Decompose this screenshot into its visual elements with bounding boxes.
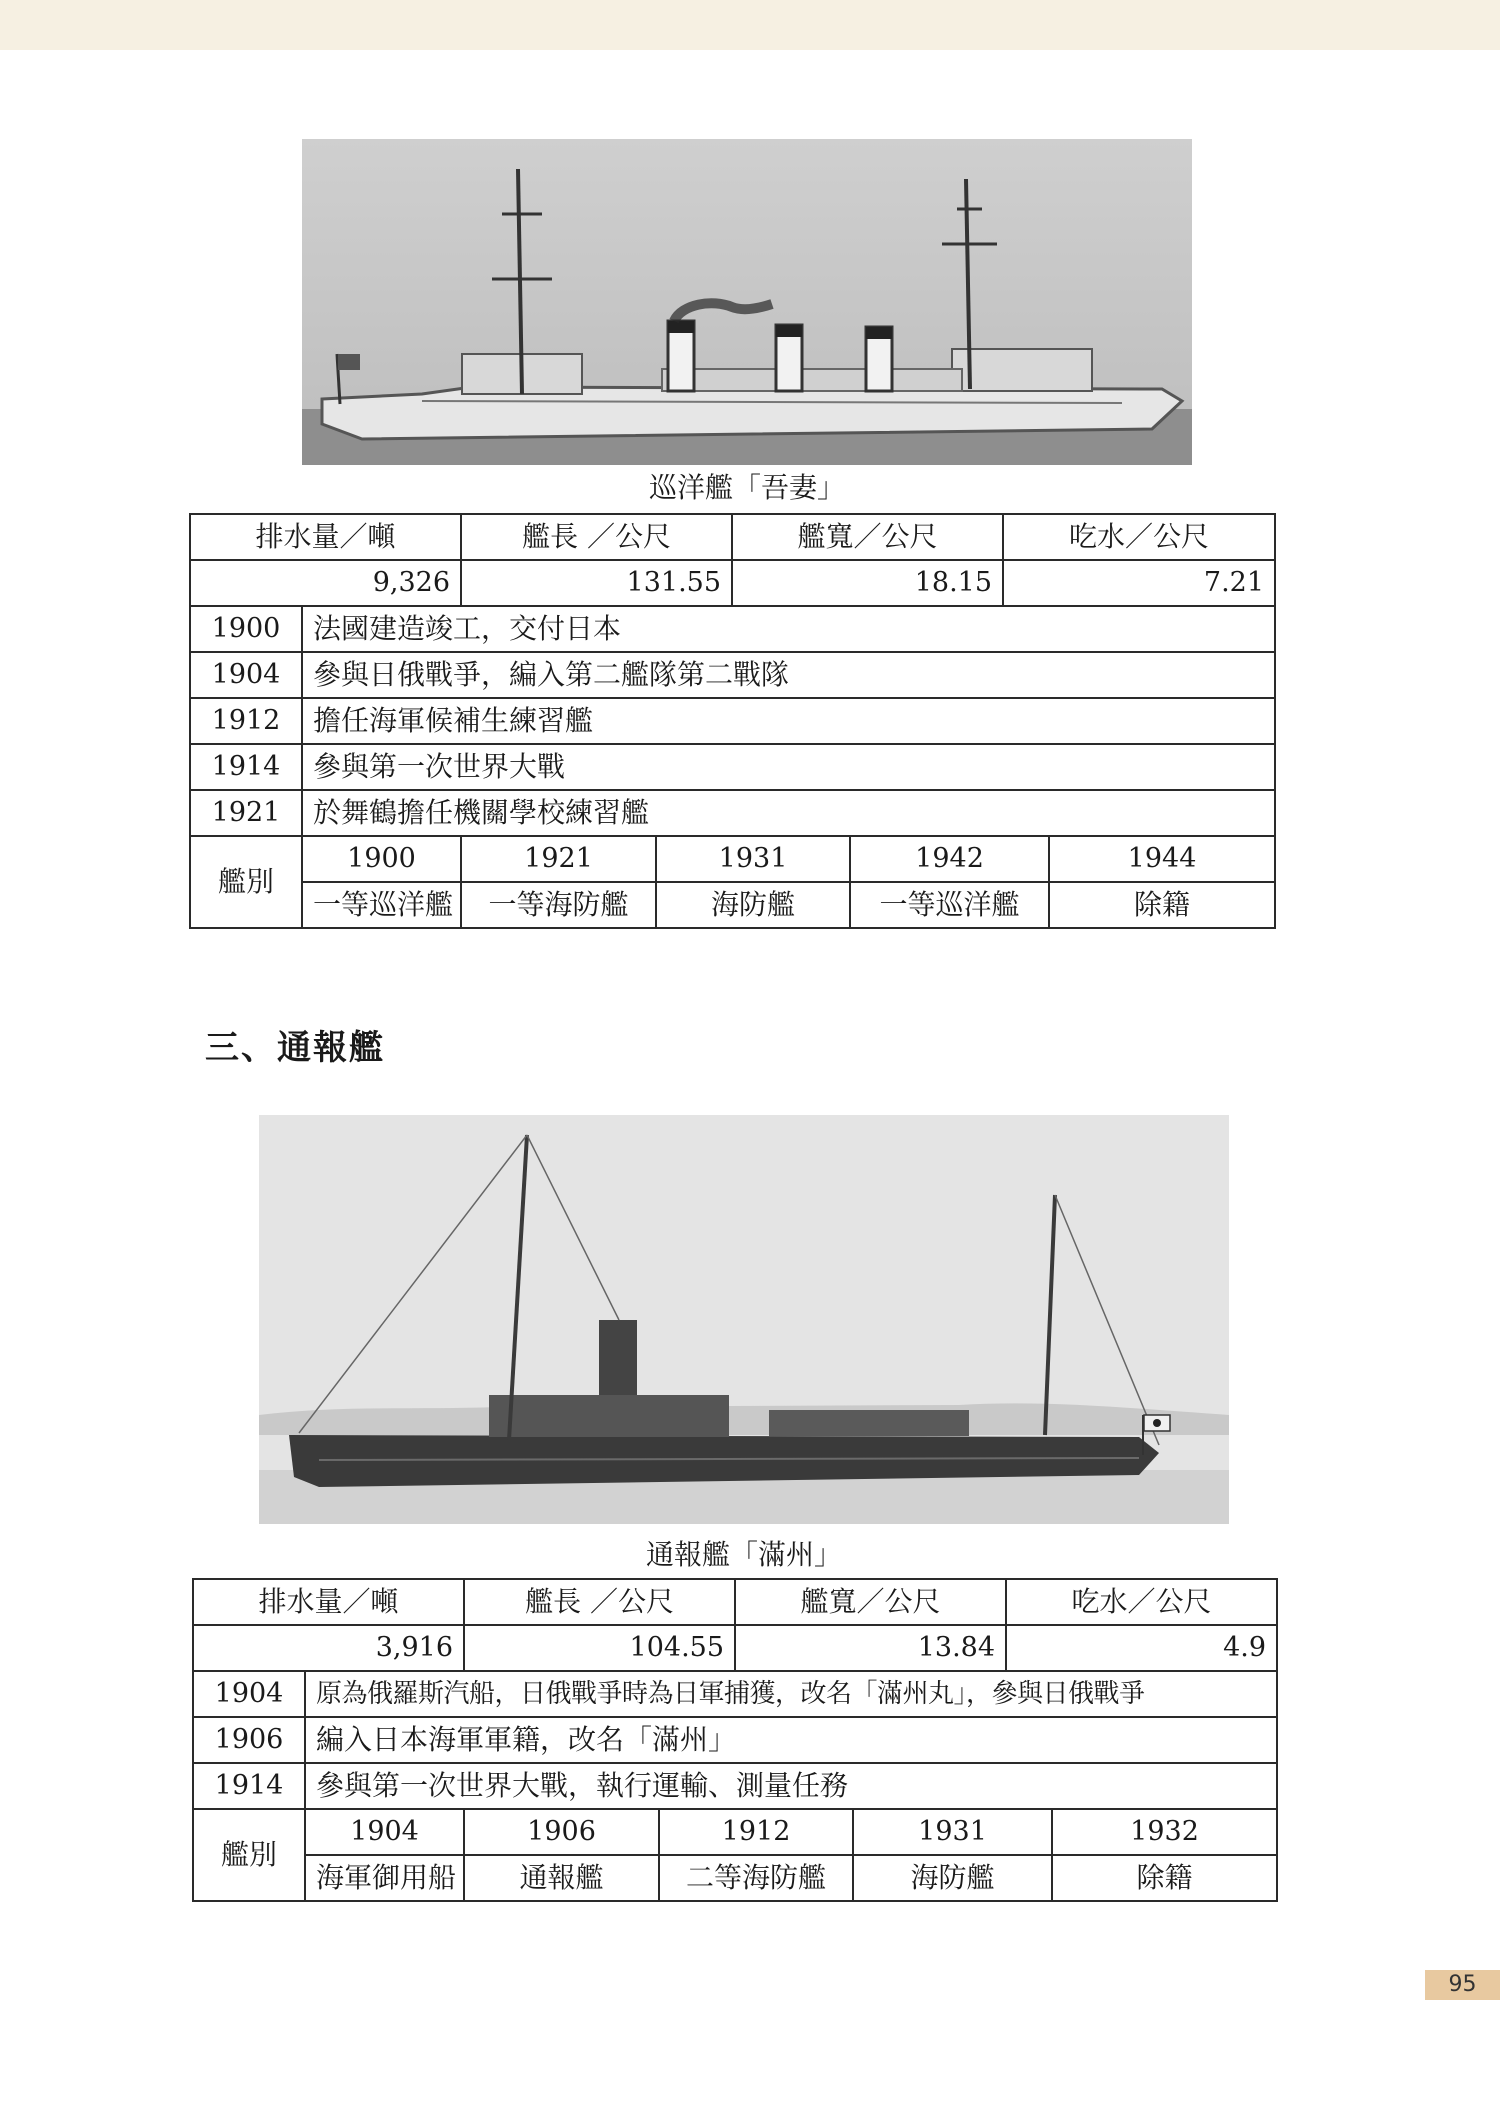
cruiser-caption: 巡洋艦「吾妻」 — [648, 471, 845, 504]
class-type: 一等巡洋艦 — [302, 882, 461, 928]
cruiser-photo — [302, 139, 1192, 465]
beam-value: 18.15 — [732, 560, 1003, 606]
draft-header: 吃水／公尺 — [1006, 1579, 1277, 1625]
beam-header: 艦寬／公尺 — [735, 1579, 1006, 1625]
length-header: 艦長 ／公尺 — [464, 1579, 735, 1625]
class-year: 1900 — [302, 836, 461, 882]
displacement-value: 3,916 — [193, 1625, 464, 1671]
history-row — [193, 1763, 1277, 1809]
history-year: 1904 — [193, 1671, 305, 1717]
history-event: 擔任海軍候補生練習艦 — [302, 698, 1275, 744]
history-event: 於舞鶴擔任機關學校練習艦 — [302, 790, 1275, 836]
cruiser-spec-table — [189, 513, 1276, 929]
length-value: 104.55 — [464, 1625, 735, 1671]
history-event: 編入日本海軍軍籍，改名「滿州」 — [305, 1717, 1277, 1763]
class-year: 1944 — [1049, 836, 1275, 882]
class-year-row — [190, 836, 1275, 882]
history-row — [190, 744, 1275, 790]
class-year: 1912 — [659, 1809, 853, 1855]
spec-header-row — [190, 514, 1275, 560]
dispatch-vessel-photo — [259, 1115, 1229, 1524]
class-type: 一等巡洋艦 — [850, 882, 1049, 928]
history-event: 原為俄羅斯汽船，日俄戰爭時為日軍捕獲，改名「滿州丸」，參與日俄戰爭 — [305, 1671, 1277, 1717]
history-row — [190, 698, 1275, 744]
class-year: 1932 — [1052, 1809, 1277, 1855]
page-number: 95 — [1425, 1970, 1500, 2000]
history-year: 1900 — [190, 606, 302, 652]
beam-value: 13.84 — [735, 1625, 1006, 1671]
class-type: 二等海防艦 — [659, 1855, 853, 1901]
history-year: 1904 — [190, 652, 302, 698]
class-type: 除籍 — [1049, 882, 1275, 928]
displacement-value: 9,326 — [190, 560, 461, 606]
history-event: 參與第一次世界大戰 — [302, 744, 1275, 790]
beam-header: 艦寬／公尺 — [732, 514, 1003, 560]
class-year: 1931 — [656, 836, 850, 882]
displacement-header: 排水量／噸 — [190, 514, 461, 560]
spec-value-row — [193, 1625, 1277, 1671]
class-year: 1931 — [853, 1809, 1052, 1855]
class-year: 1921 — [461, 836, 656, 882]
history-row — [193, 1671, 1277, 1717]
spec-value-row — [190, 560, 1275, 606]
class-type: 一等海防艦 — [461, 882, 656, 928]
class-label: 艦別 — [193, 1809, 305, 1901]
history-row — [190, 606, 1275, 652]
displacement-header: 排水量／噸 — [193, 1579, 464, 1625]
section-heading: 三、通報艦 — [205, 1028, 385, 1068]
history-event: 參與第一次世界大戰，執行運輸、測量任務 — [305, 1763, 1277, 1809]
history-year: 1906 — [193, 1717, 305, 1763]
dispatch-vessel-caption: 通報艦「滿州」 — [645, 1538, 842, 1571]
spec-header-row — [193, 1579, 1277, 1625]
history-row — [190, 790, 1275, 836]
class-year: 1904 — [305, 1809, 464, 1855]
history-year: 1921 — [190, 790, 302, 836]
class-type: 海防艦 — [853, 1855, 1052, 1901]
history-row — [193, 1717, 1277, 1763]
dispatch-vessel-spec-table — [192, 1578, 1278, 1902]
draft-value: 7.21 — [1003, 560, 1275, 606]
history-row — [190, 652, 1275, 698]
length-value: 131.55 — [461, 560, 732, 606]
class-type: 海防艦 — [656, 882, 850, 928]
class-year-row — [193, 1809, 1277, 1855]
history-year: 1912 — [190, 698, 302, 744]
history-year: 1914 — [193, 1763, 305, 1809]
class-type: 除籍 — [1052, 1855, 1277, 1901]
history-event: 參與日俄戰爭，編入第二艦隊第二戰隊 — [302, 652, 1275, 698]
class-year: 1942 — [850, 836, 1049, 882]
class-type-row — [190, 882, 1275, 928]
top-band — [0, 0, 1500, 50]
draft-value: 4.9 — [1006, 1625, 1277, 1671]
draft-header: 吃水／公尺 — [1003, 514, 1275, 560]
class-label: 艦別 — [190, 836, 302, 928]
history-event: 法國建造竣工，交付日本 — [302, 606, 1275, 652]
class-type-row — [193, 1855, 1277, 1901]
class-type: 通報艦 — [464, 1855, 659, 1901]
length-header: 艦長 ／公尺 — [461, 514, 732, 560]
class-type: 海軍御用船 — [305, 1855, 464, 1901]
history-year: 1914 — [190, 744, 302, 790]
class-year: 1906 — [464, 1809, 659, 1855]
